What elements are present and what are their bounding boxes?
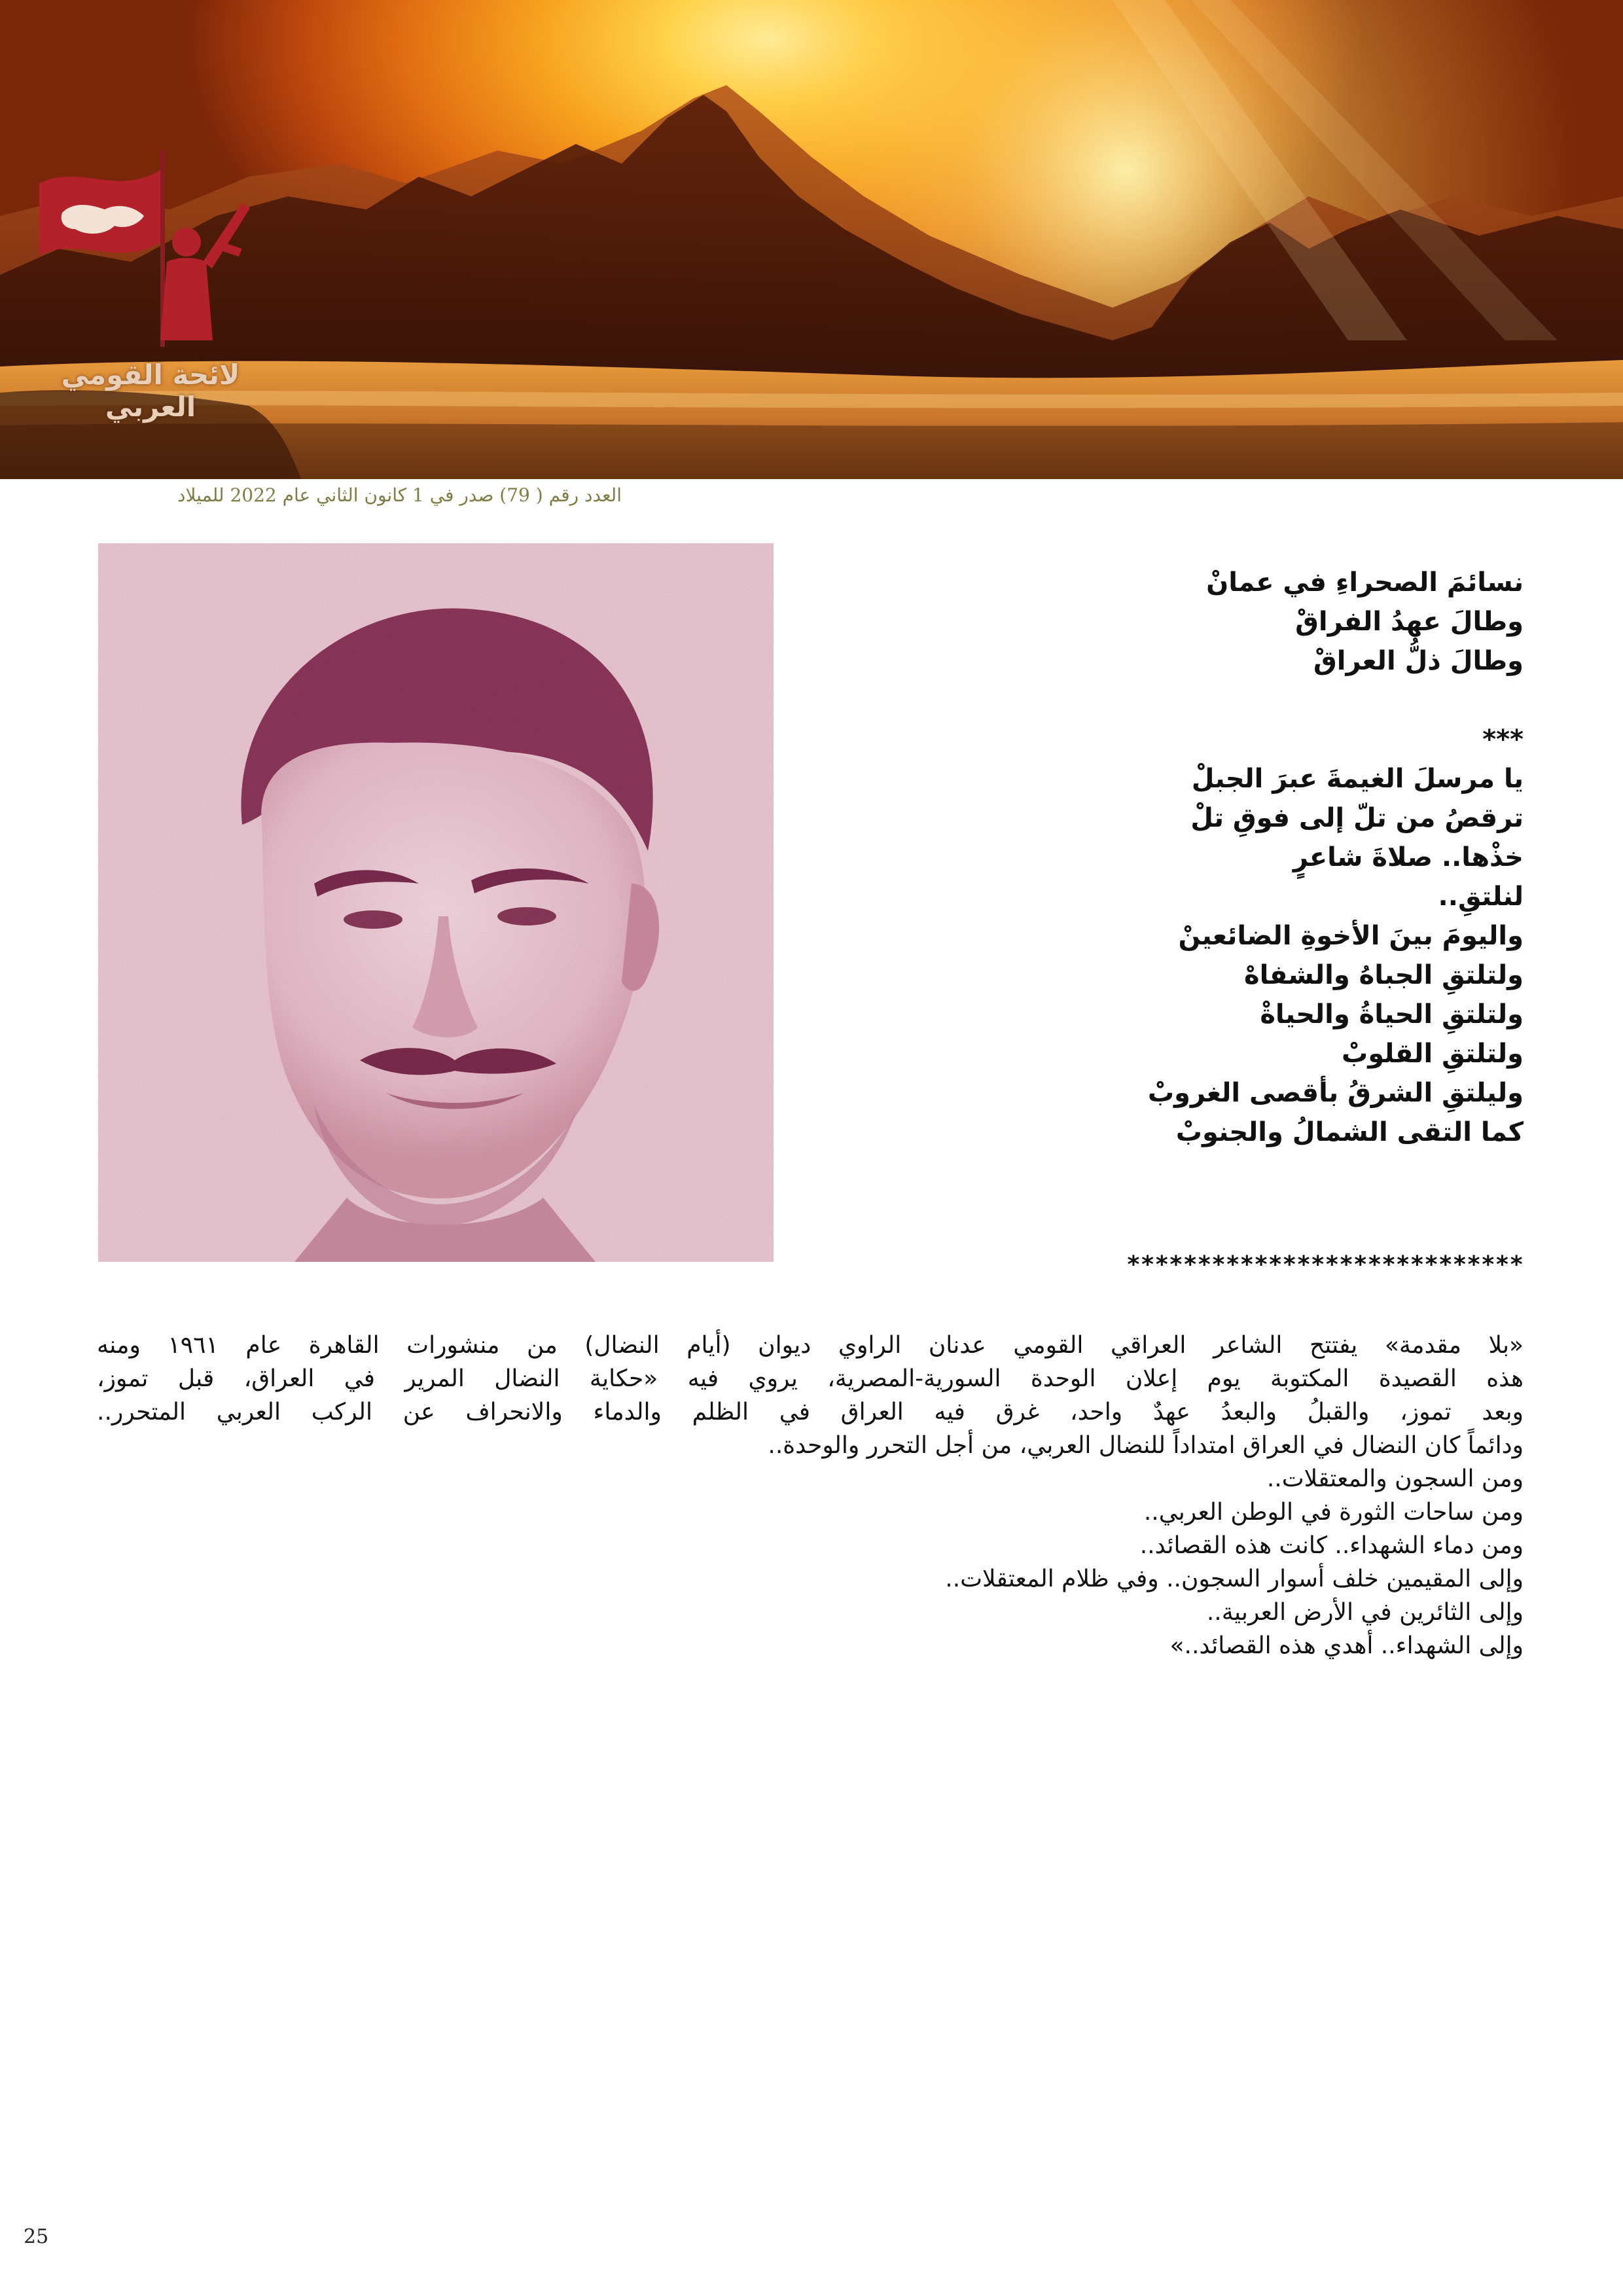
prose-line: وبعد تموز، والقبلُ والبعدُ عهدٌ واحد، غرق فيه العراق في الظلم والدماء والانحراف عن الركب العربي المتحرر.. [97, 1399, 1524, 1426]
poem-gap [869, 681, 1524, 720]
poem-line: وطالَ ذلُّ العراقْ [1313, 646, 1524, 676]
section-separator: **************************** [1126, 1251, 1524, 1278]
poem-line: نسائمَ الصحراءِ في عمانْ [1206, 567, 1524, 598]
prose-line: وإلى المقيمين خلف أسوار السجون.. وفي ظلام المعتقلات.. [945, 1566, 1524, 1592]
page-number: 25 [24, 2225, 49, 2248]
logo-text: لائحة القومي العربي [61, 359, 240, 423]
poem-line: خذْها.. صلاةَ شاعرٍ [1293, 842, 1524, 872]
intro-text [97, 1329, 1524, 1662]
poem-line: ترقصُ من تلّ إلى فوقِ تلْ [1190, 803, 1524, 833]
poem-line: لنلتقِ.. [1438, 882, 1524, 912]
poem-line: ولتلتقِ القلوبْ [1342, 1039, 1524, 1069]
poem-line: وليلتقِ الشرقُ بأقصى الغروبْ [1147, 1078, 1524, 1108]
prose-line: ودائماً كان النضال في العراق امتداداً للنضال العربي، من أجل التحرر والوحدة.. [768, 1432, 1524, 1459]
poem [869, 563, 1524, 1152]
poem-line: وطالَ عهدُ الفراقْ [1295, 607, 1524, 637]
prose-line: ومن السجون والمعتقلات.. [1266, 1465, 1524, 1492]
poem-line: ولتلتقِ الجباهُ والشفاهْ [1243, 960, 1524, 990]
prose-line: ومن ساحات الثورة في الوطن العربي.. [1143, 1499, 1524, 1526]
prose-line: هذه القصيدة المكتوبة يوم إعلان الوحدة السورية-المصرية، يروي فيه «حكاية النضال المرير في العراق، قبل تموز، [97, 1365, 1524, 1392]
prose-line: ومن دماء الشهداء.. كانت هذه القصائد.. [1139, 1532, 1524, 1559]
poem-line: واليومَ بينَ الأخوةِ الضائعينْ [1178, 921, 1524, 951]
issue-line: العدد رقم ( 79) صدر في 1 كانون الثاني عام 2022 للميلاد [177, 484, 622, 506]
header-banner [0, 0, 1623, 479]
prose-line: وإلى الشهداء.. أهدي هذه القصائد..» [1169, 1632, 1524, 1659]
poem-line: يا مرسلَ الغيمةَ عبرَ الجبلْ [1191, 764, 1524, 794]
poem-stanza-separator: *** [1482, 725, 1524, 755]
prose-line: وإلى الثائرين في الأرض العربية.. [1206, 1599, 1524, 1626]
poem-line: كما التقى الشمالُ والجنوبْ [1175, 1117, 1524, 1147]
portrait-image [98, 543, 774, 1262]
prose-line: «بلا مقدمة» يفتتح الشاعر العراقي القومي عدنان الراوي ديوان (أيام النضال) من منشورات القاهرة عام ١٩٦١ ومنه [97, 1332, 1524, 1359]
portrait-photo [98, 543, 774, 1262]
poem-line: ولتلتقِ الحياةُ والحياةْ [1260, 999, 1524, 1030]
flag-fighter-icon [26, 144, 275, 360]
